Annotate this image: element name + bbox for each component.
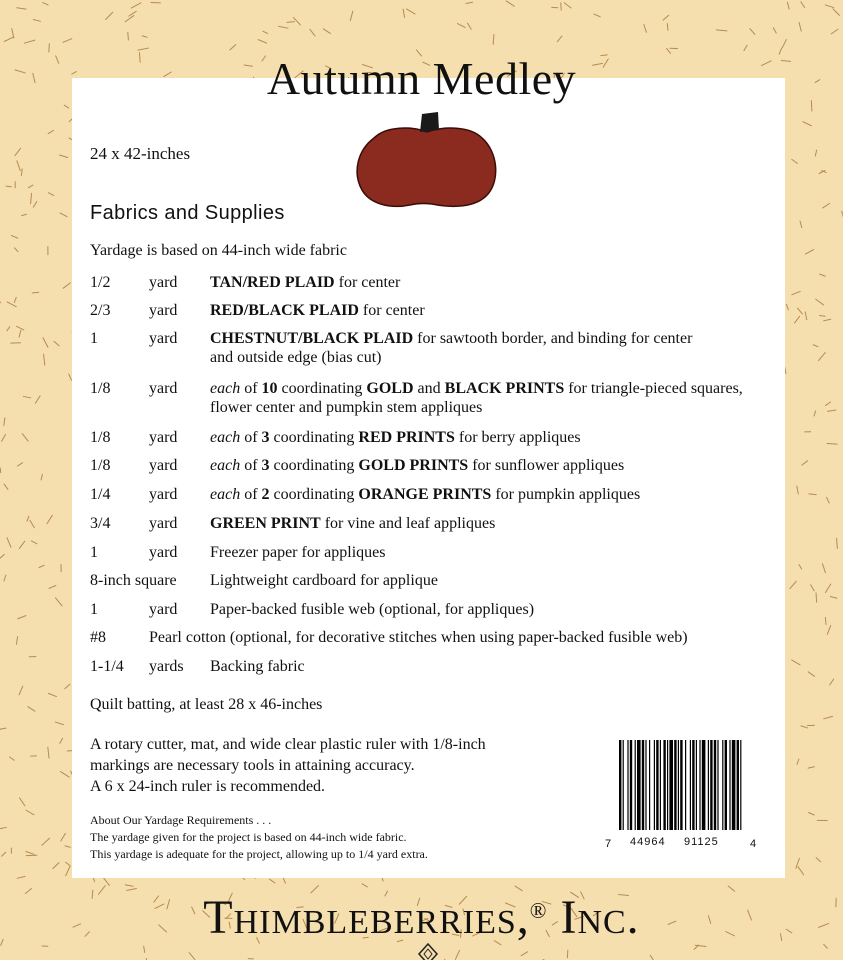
supply-qty: 8-inch square <box>90 572 177 589</box>
supply-qty: 1 <box>90 330 98 347</box>
fabric-name: RED/BLACK PLAID <box>210 302 359 319</box>
supply-desc: GREEN PRINT for vine and leaf appliques <box>210 515 496 532</box>
supply-desc: each of 2 coordinating ORANGE PRINTS for pumpkin appliques <box>210 486 641 503</box>
supply-unit: yard <box>149 429 178 446</box>
batting-note: Quilt batting, at least 28 x 46-inches <box>90 696 323 713</box>
supply-desc: CHESTNUT/BLACK PLAID for sawtooth border, and binding for center and outside edge (bias cut) <box>210 330 693 366</box>
supply-unit: yard <box>149 380 178 397</box>
pumpkin-icon <box>352 108 502 208</box>
fabric-name: CHESTNUT/BLACK PLAID <box>210 330 414 347</box>
supply-unit: yards <box>149 658 184 675</box>
yardage-basis: Yardage is based on 44-inch wide fabric <box>90 242 347 259</box>
diamond-ornament-icon <box>417 942 439 960</box>
supply-qty: #8 <box>90 629 106 646</box>
fabric-name: GREEN PRINT <box>210 515 321 532</box>
barcode-lead-digit: 7 <box>605 838 612 850</box>
supply-desc: each of 3 coordinating GOLD PRINTS for sunflower appliques <box>210 457 625 474</box>
supply-qty: 1/4 <box>90 486 111 503</box>
fabric-name: TAN/RED PLAID <box>210 274 335 291</box>
supply-unit: yard <box>149 274 178 291</box>
supply-desc: each of 3 coordinating RED PRINTS for berry appliques <box>210 429 581 446</box>
supply-unit: yard <box>149 302 178 319</box>
supply-desc: Paper-backed fusible web (optional, for appliques) <box>210 601 535 618</box>
supply-qty: 1-1/4 <box>90 658 124 675</box>
supply-desc: RED/BLACK PLAID for center <box>210 302 425 319</box>
supply-unit: yard <box>149 544 178 561</box>
supply-qty: 1 <box>90 544 98 561</box>
supply-desc: Lightweight cardboard for applique <box>210 572 438 589</box>
quilt-size: 24 x 42-inches <box>90 144 191 163</box>
supply-qty: 1/2 <box>90 274 111 291</box>
barcode-left-digits: 44964 <box>630 836 666 848</box>
supply-unit: yard <box>149 601 178 618</box>
yardage-note: About Our Yardage Requirements . . . The yardage given for the project is based on 44-inch wide fabric. This yardage is adequate for the project, allowing up to 1/4 yard extra. <box>90 813 428 861</box>
supplies-heading: Fabrics and Supplies <box>90 202 285 224</box>
supply-unit: yard <box>149 330 178 347</box>
tools-paragraph: A rotary cutter, mat, and wide clear plastic ruler with 1/8-inch markings are necessary tools in attaining accuracy. A 6 x 24-inch ruler is recommended. <box>90 736 486 795</box>
supply-qty: 1/8 <box>90 380 111 397</box>
page-title: Autumn Medley <box>266 53 577 104</box>
barcode <box>617 740 745 838</box>
supply-desc: Pearl cotton (optional, for decorative stitches when using paper-backed fusible web) <box>149 629 688 646</box>
supply-qty: 1 <box>90 601 98 618</box>
supply-qty: 2/3 <box>90 302 111 319</box>
barcode-check-digit: 4 <box>750 838 757 850</box>
supply-desc: TAN/RED PLAID for center <box>210 274 401 291</box>
supply-desc: Backing fabric <box>210 658 305 675</box>
supply-qty: 1/8 <box>90 429 111 446</box>
supply-unit: yard <box>149 515 178 532</box>
brand-wordmark: Thimbleberries,® Inc. <box>203 891 640 944</box>
supply-desc: each of 10 coordinating GOLD and BLACK PRINTS for triangle-pieced squares, flower center and pumpkin stem appliques <box>210 380 743 416</box>
supply-desc: Freezer paper for appliques <box>210 544 386 561</box>
supply-unit: yard <box>149 457 178 474</box>
supply-qty: 3/4 <box>90 515 111 532</box>
supply-unit: yard <box>149 486 178 503</box>
barcode-right-digits: 91125 <box>684 836 719 848</box>
supply-qty: 1/8 <box>90 457 111 474</box>
